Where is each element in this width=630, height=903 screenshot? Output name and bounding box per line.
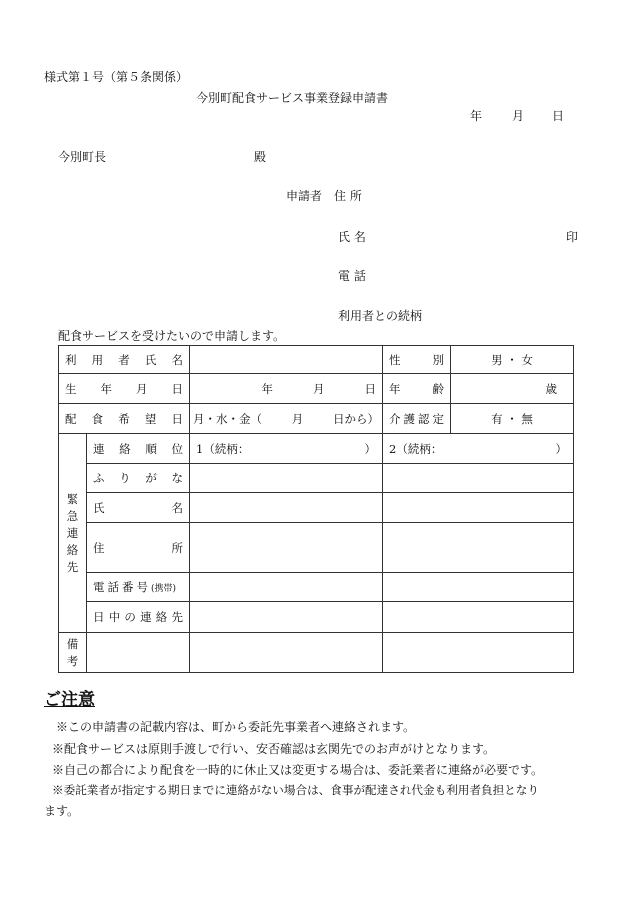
contact1-name-field[interactable] (190, 493, 383, 523)
contact1-relation-field[interactable] (190, 434, 383, 464)
furigana-label: ふりがな (87, 464, 190, 493)
applicant-name-label: 氏 名 (338, 230, 366, 244)
contact-phone-label: 電話番号(携帯) (87, 573, 190, 602)
emergency-contact-label: 緊 急 連 絡 先 (59, 434, 87, 633)
contact-address-label: 住所 (87, 523, 190, 573)
care-cert-options[interactable]: 有 ・ 無 (451, 404, 574, 434)
row-user-name (59, 346, 574, 374)
user-name-field[interactable] (190, 346, 383, 374)
row-address (59, 523, 574, 573)
row-furigana (59, 464, 574, 493)
contact2-name-field[interactable] (383, 493, 574, 523)
contact2-relation-field[interactable] (383, 434, 574, 464)
delivery-month: 月 (291, 411, 304, 426)
applicant-address-label: 住 所 (334, 189, 362, 203)
form-number: 様式第１号（第５条関係） (44, 70, 189, 84)
row-contact-order (59, 434, 574, 464)
note-item-3: ※自己の都合により配食を一時的に休止又は変更する場合は、委託業者に連絡が必要です。 (52, 763, 544, 777)
addressee: 今別町長 (58, 150, 107, 164)
birthdate-year: 年 (261, 381, 273, 396)
remarks-label: 備 考 (59, 633, 87, 673)
contact2-furigana-field[interactable] (383, 464, 574, 493)
daytime-contact-label: 日中の連絡先 (87, 602, 190, 633)
date-year-label: 年 (470, 109, 483, 123)
care-cert-label: 介護認定 (383, 404, 451, 434)
contact1-furigana-field[interactable] (190, 464, 383, 493)
remarks-field-3[interactable] (383, 633, 574, 673)
age-field[interactable]: 歳 (451, 374, 574, 404)
contact2-address-field[interactable] (383, 523, 574, 573)
note-item-4-continuation: ます。 (44, 804, 80, 818)
contact2-suffix: ） (555, 441, 567, 456)
date-month-label: 月 (512, 109, 525, 123)
contact1-address-field[interactable] (190, 523, 383, 573)
row-name (59, 493, 574, 523)
note-item-4: ※委託業者が指定する期日までに連絡がない場合は、食事が配達され代金も利用者負担となり (52, 783, 539, 797)
contact1-prefix: 1（続柄： (196, 441, 250, 456)
row-daytime (59, 602, 574, 633)
intro-text: 配食サービスを受けたいので申請します。 (58, 329, 286, 343)
note-item-1: ※この申請書の記載内容は、町から委託先事業者へ連絡されます。 (56, 720, 416, 734)
delivery-suffix: 日から） (333, 411, 379, 426)
contact1-suffix: ） (364, 441, 376, 456)
contact2-daytime-field[interactable] (383, 602, 574, 633)
phone-note: (携帯) (151, 584, 177, 594)
row-phone (59, 573, 574, 602)
contact1-daytime-field[interactable] (190, 602, 383, 633)
remarks-field-1[interactable] (87, 633, 190, 673)
birthdate-label: 生年月日 (59, 374, 190, 404)
page-title: 今別町配食サービス事業登録申請書 (196, 91, 389, 105)
contact2-phone-field[interactable] (383, 573, 574, 602)
note-item-2: ※配食サービスは原則手渡しで行い、安否確認は玄関先でのお声がけとなります。 (52, 742, 496, 756)
notes-title: ご注意 (44, 690, 95, 710)
delivery-day-field[interactable] (190, 404, 383, 434)
sex-label: 性別 (383, 346, 451, 374)
sex-options[interactable]: 男 ・ 女 (451, 346, 574, 374)
delivery-prefix: 月・水・金（ (193, 411, 262, 426)
row-birthdate (59, 374, 574, 404)
applicant-label: 申請者 (286, 189, 323, 203)
applicant-relation-label: 利用者との続柄 (338, 309, 423, 323)
application-table (58, 345, 574, 673)
contact1-phone-field[interactable] (190, 573, 383, 602)
row-delivery (59, 404, 574, 434)
date-day-label: 日 (552, 109, 565, 123)
contact-name-label: 氏名 (87, 493, 190, 523)
remarks-field-2[interactable] (190, 633, 383, 673)
delivery-day-label: 配食希望日 (59, 404, 190, 434)
age-label: 年齢 (383, 374, 451, 404)
applicant-phone-label: 電 話 (338, 269, 366, 283)
seal-mark: 印 (566, 230, 579, 244)
birthdate-day: 日 (364, 381, 376, 396)
contact2-prefix: 2（続柄： (389, 441, 443, 456)
honorific: 殿 (254, 150, 267, 164)
contact-order-label: 連絡順位 (87, 434, 190, 464)
row-remarks (59, 633, 574, 673)
user-name-label: 利用者氏名 (59, 346, 190, 374)
birthdate-field[interactable] (190, 374, 383, 404)
birthdate-month: 月 (313, 381, 325, 396)
